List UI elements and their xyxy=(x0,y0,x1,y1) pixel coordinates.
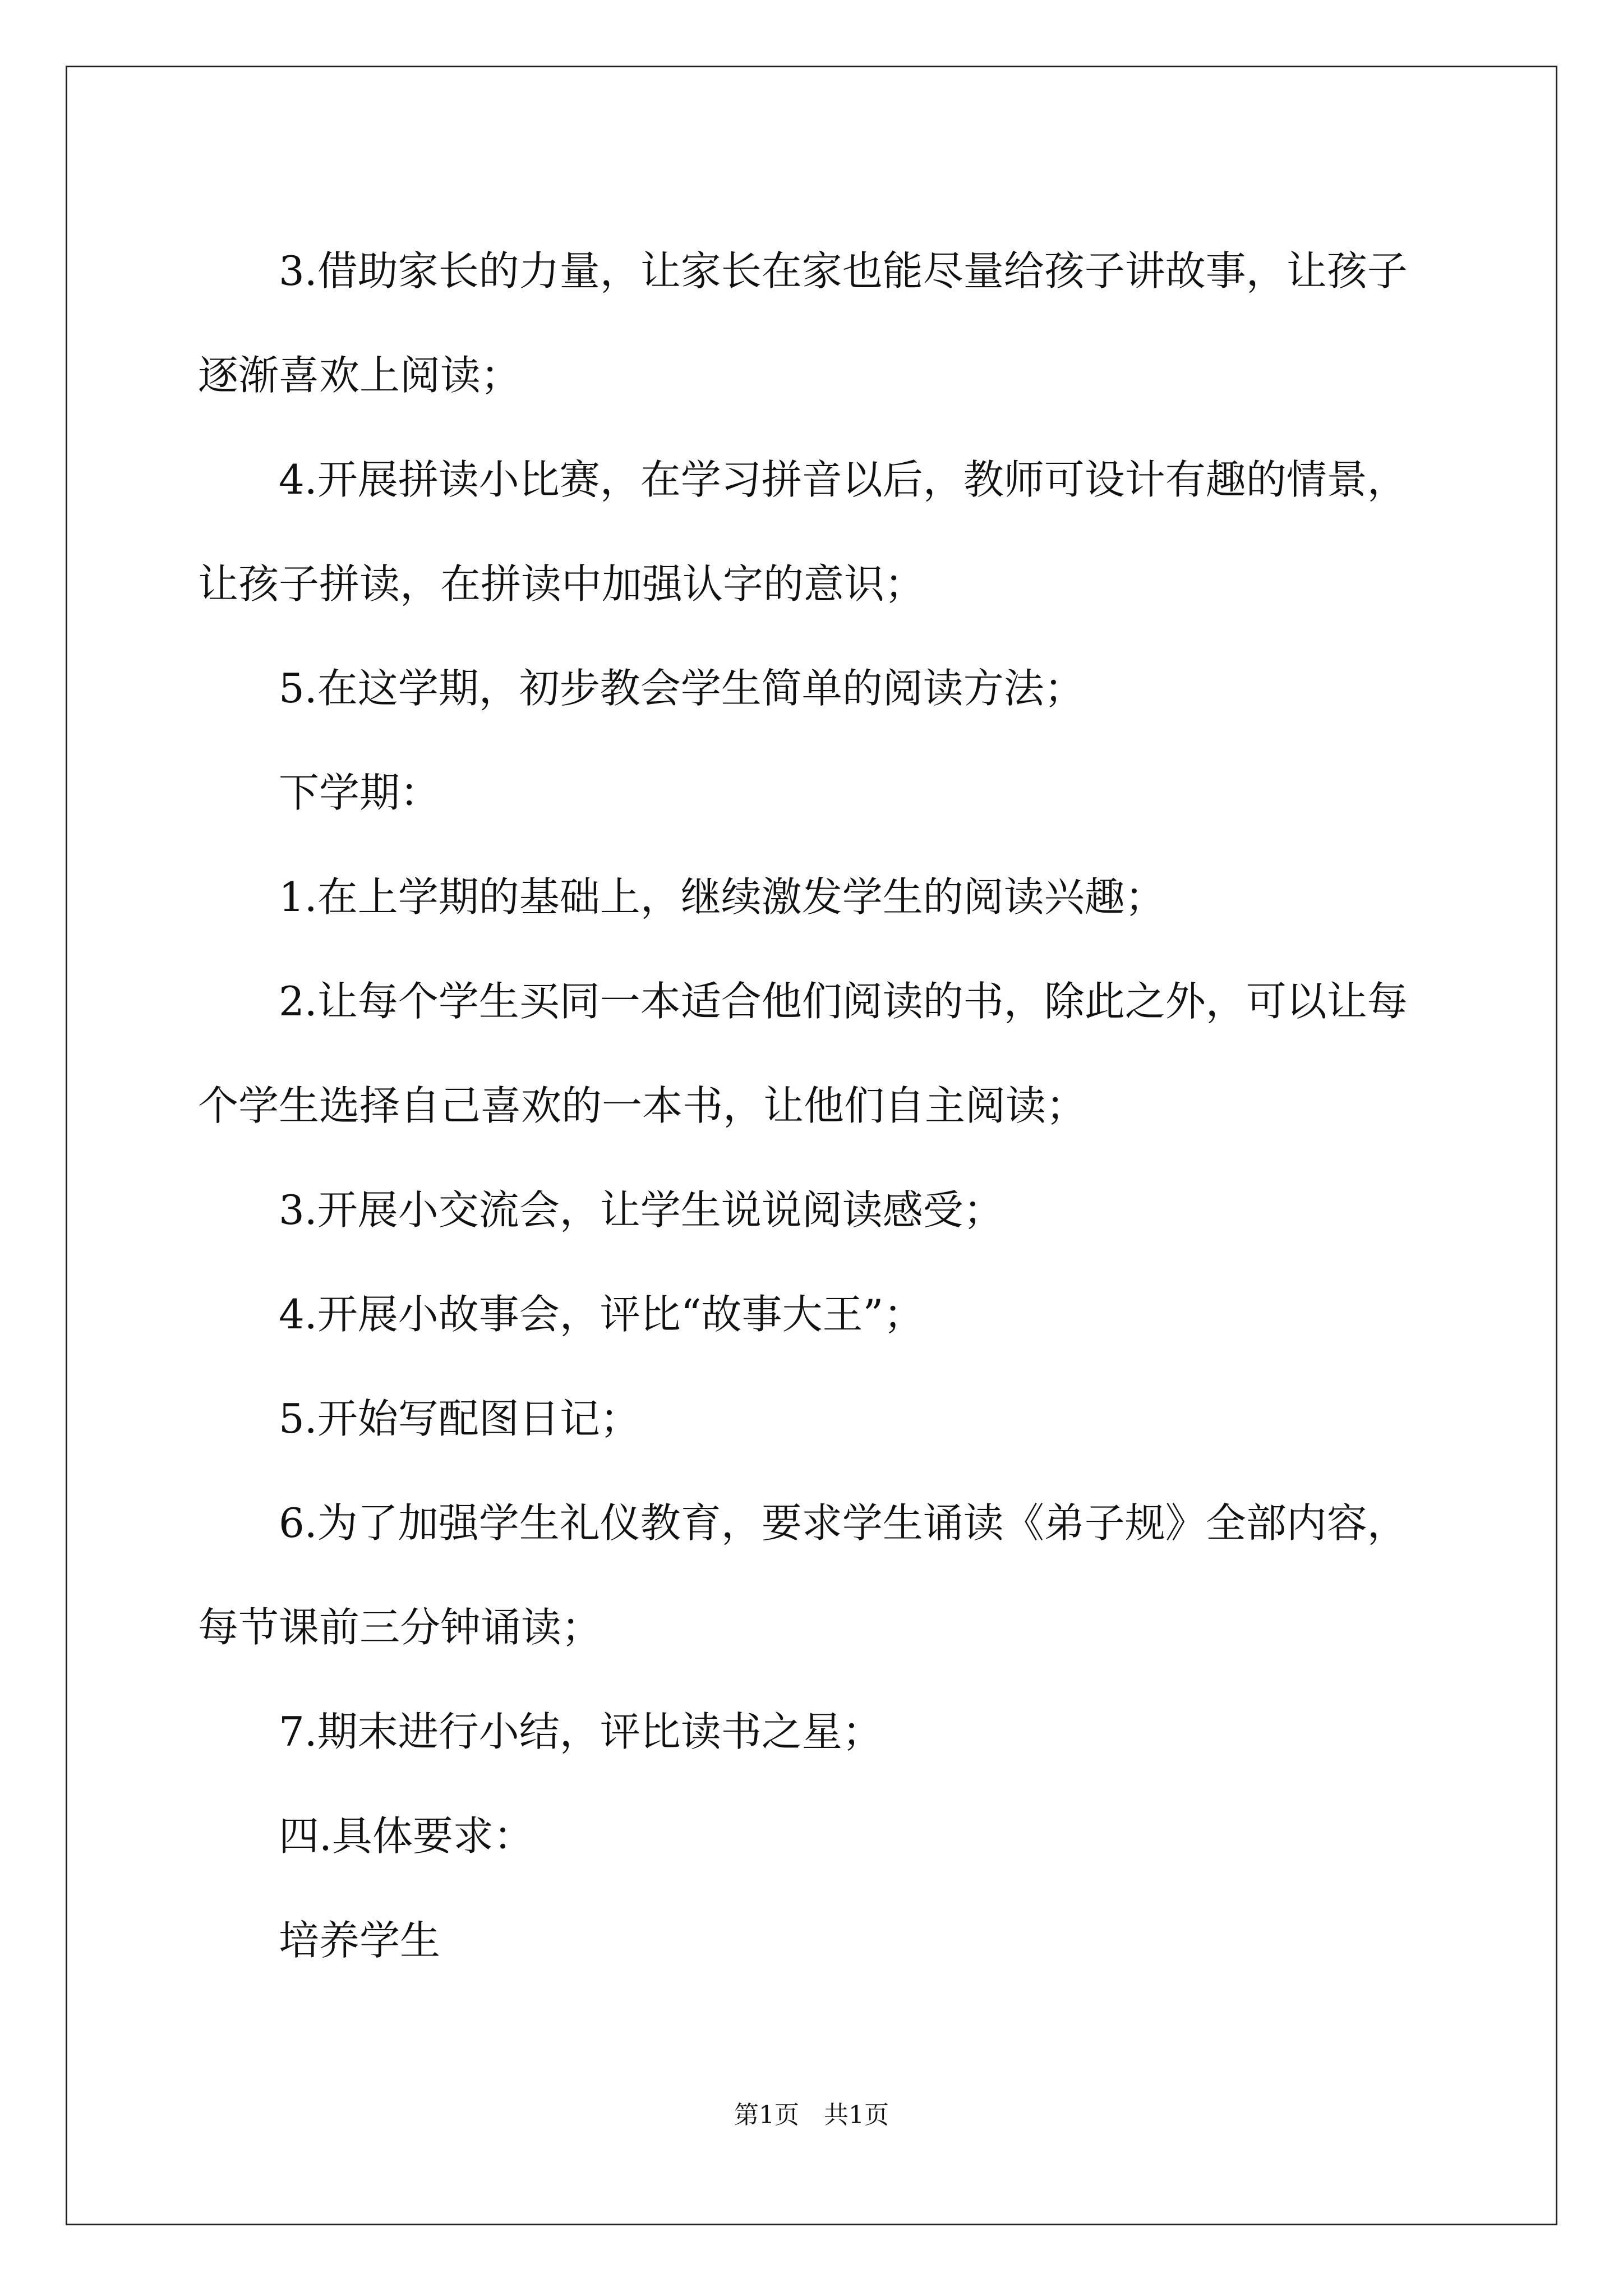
paragraph: 1.在上学期的基础上，继续激发学生的阅读兴趣； xyxy=(279,873,1165,921)
paragraph: 培养学生 xyxy=(279,1917,441,1964)
paragraph: 6.为了加强学生礼仪教育，要求学生诵读《弟子规》全部内容，每节课前三分钟诵读； xyxy=(198,1499,1408,1651)
paragraph: 2.让每个学生买同一本适合他们阅读的书，除此之外，可以让每个学生选择自己喜欢的一本书，让他们自主阅读； xyxy=(198,978,1408,1129)
paragraph: 5.在这学期，初步教会学生简单的阅读方法； xyxy=(279,665,1085,712)
paragraph: 3.开展小交流会，让学生说说阅读感受； xyxy=(279,1186,1004,1234)
paragraph: 5.开始写配图日记； xyxy=(279,1395,640,1442)
paragraph: 7.期末进行小结，评比读书之星； xyxy=(279,1708,883,1755)
paragraph: 3.借助家长的力量，让家长在家也能尽量给孩子讲故事，让孩子逐渐喜欢上阅读； xyxy=(198,247,1408,399)
section-heading: 下学期： xyxy=(279,769,441,816)
paragraph: 4.开展小故事会，评比“故事大王”； xyxy=(279,1291,924,1338)
paragraph: 4.开展拼读小比赛，在学习拼音以后，教师可设计有趣的情景，让孩子拼读，在拼读中加强认字的意识； xyxy=(198,456,1408,608)
section-heading: 四.具体要求： xyxy=(279,1812,534,1860)
document-body xyxy=(198,219,1432,1993)
page-number: 第1页 共1页 xyxy=(734,2101,889,2129)
